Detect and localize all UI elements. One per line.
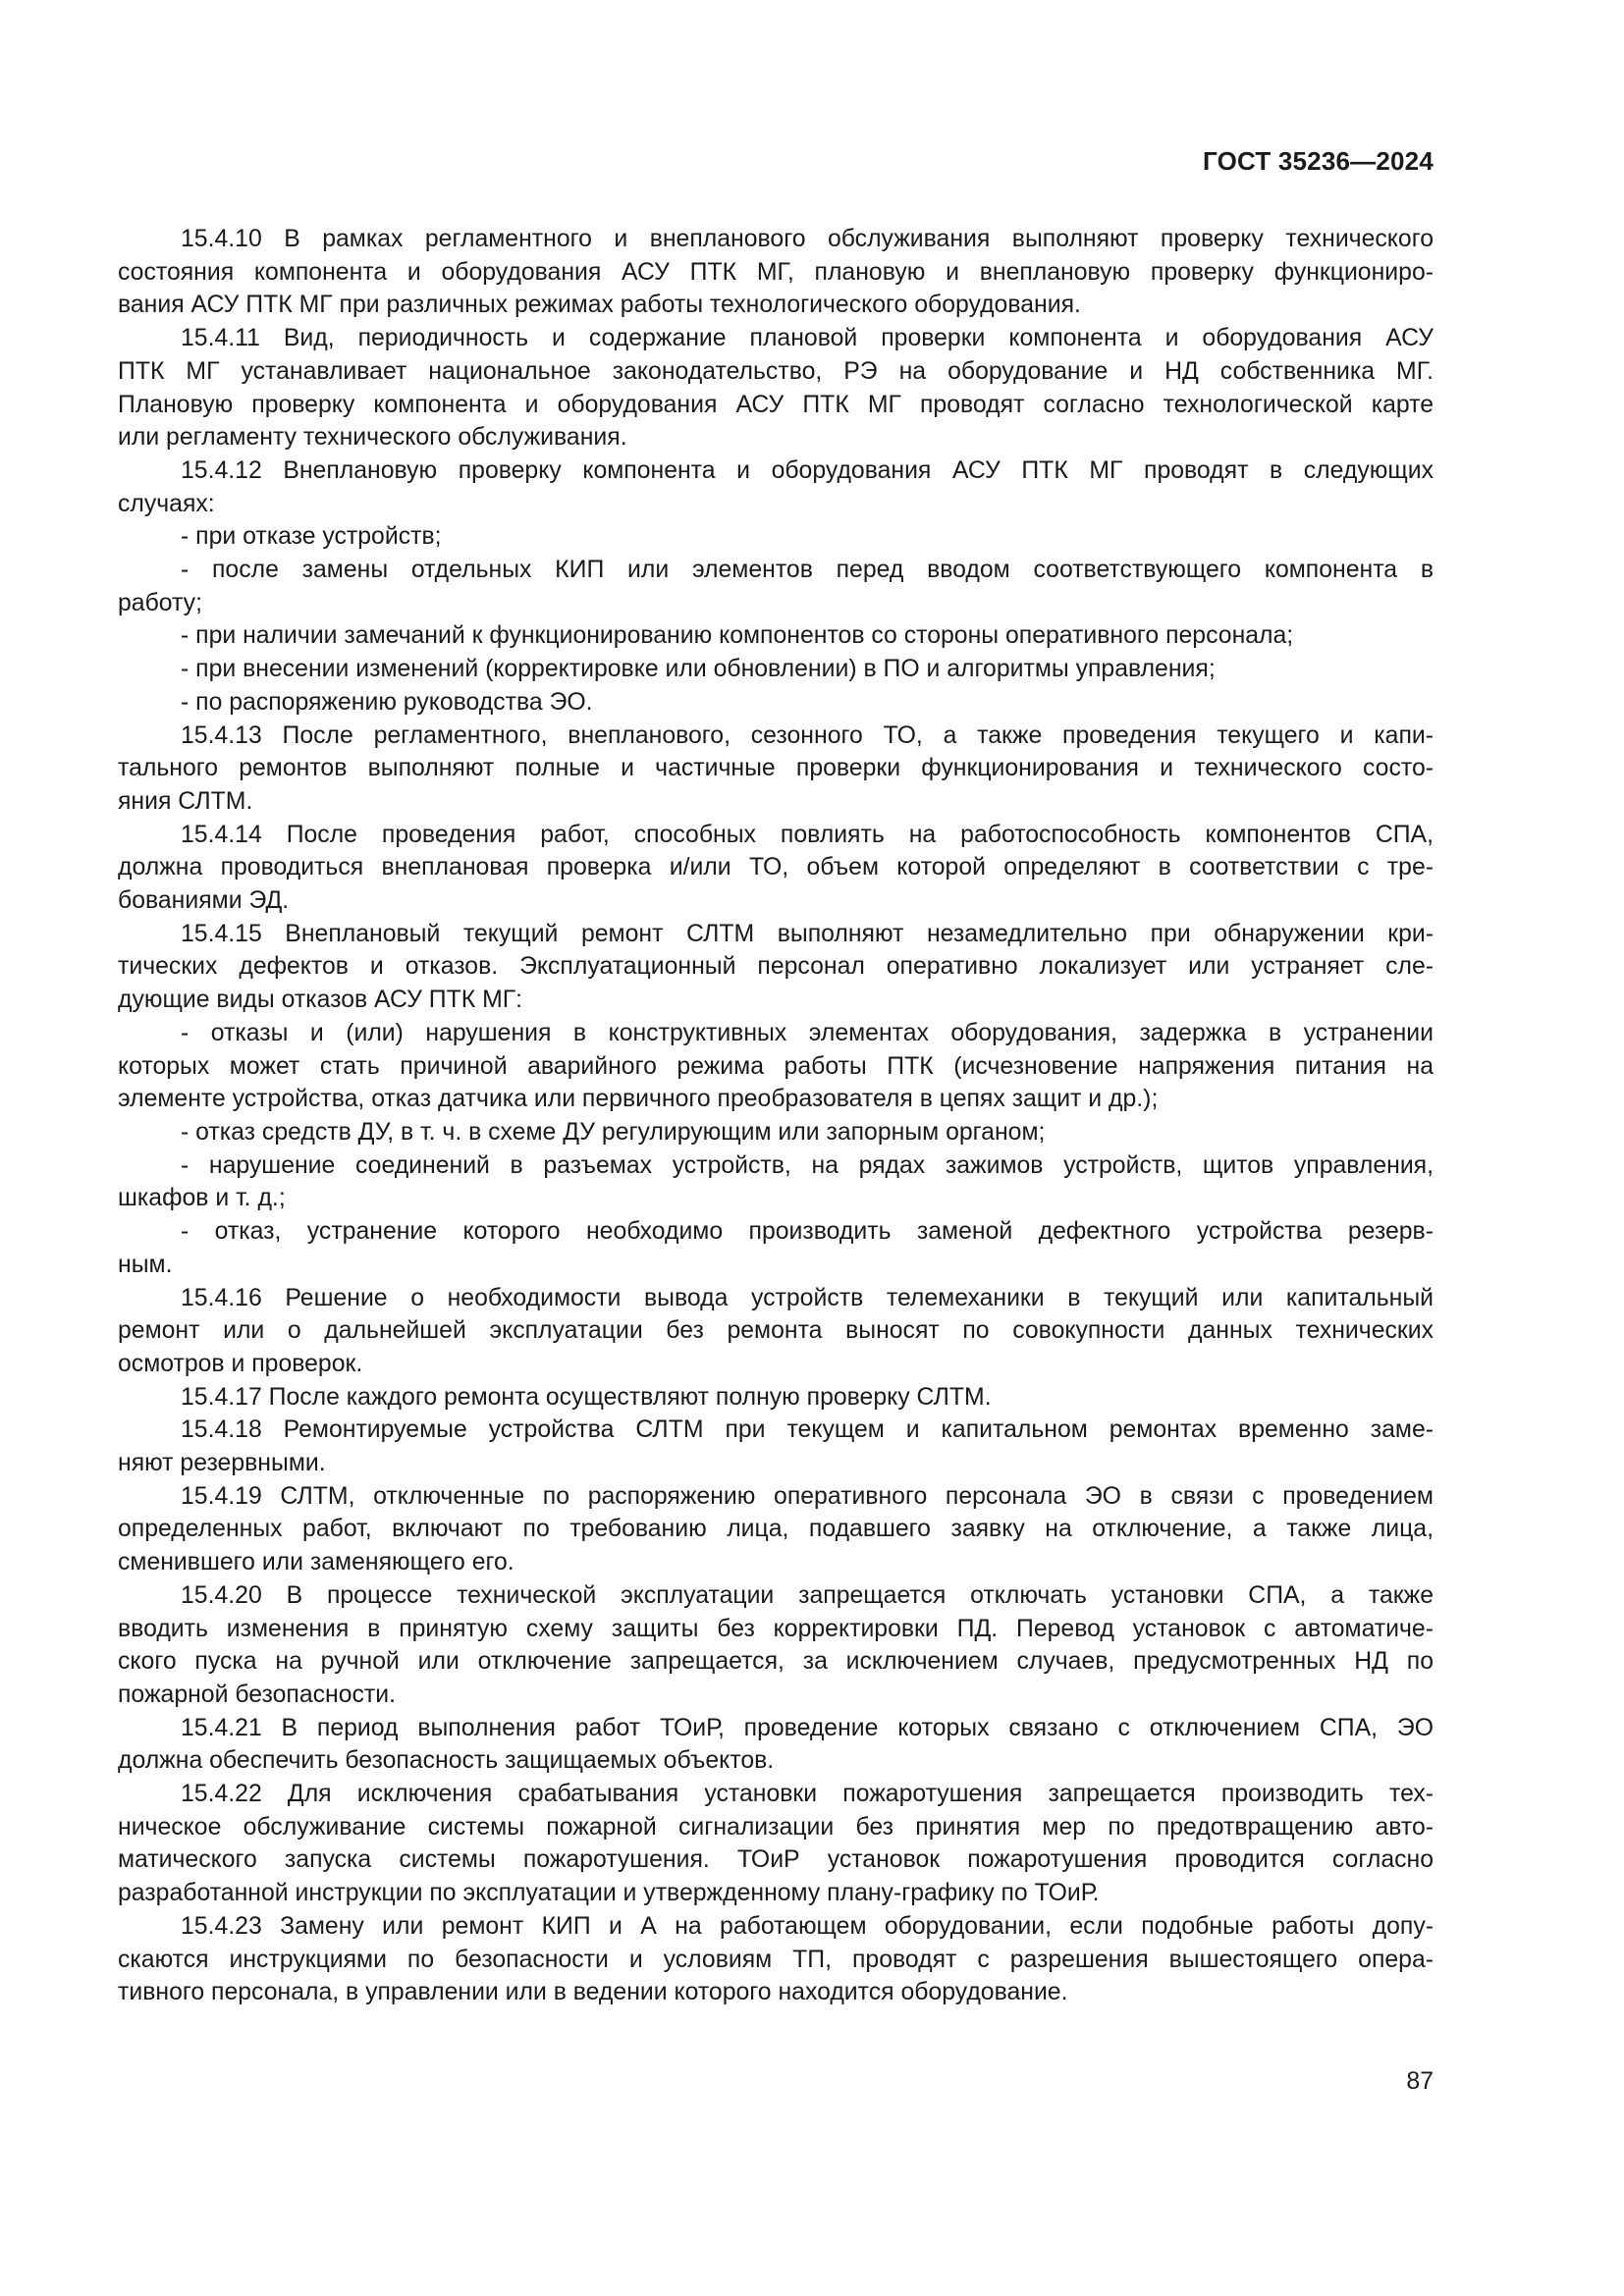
- paragraph-line: 15.4.21 В период выполнения работ ТОиР, проведение которых связано с отключением СПА, ЭО: [181, 1714, 1434, 1741]
- paragraph-line: - после замены отдельных КИП или элементов перед вводом соответствующего компонента в: [181, 557, 1434, 584]
- paragraph-line: няют резервными.: [118, 1450, 326, 1477]
- paragraph-line: сменившего или заменяющего его.: [118, 1549, 514, 1576]
- paragraph: [118, 686, 1434, 720]
- paragraph-line: ПТК МГ устанавливает национальное законодательство, РЭ на оборудование и НД собственника МГ.: [118, 357, 1434, 385]
- paragraph-line: осмотров и проверок.: [118, 1350, 363, 1377]
- paragraph-line: вания АСУ ПТК МГ при различных режимах работы технологического оборудования.: [118, 292, 1081, 319]
- paragraph-line: Плановую проверку компонента и оборудования АСУ ПТК МГ проводят согласно технологической карте: [118, 391, 1434, 418]
- paragraph: [118, 1017, 1434, 1116]
- paragraph-line: 15.4.22 Для исключения срабатывания установки пожаротушения запрещается производить тех-: [181, 1781, 1434, 1808]
- paragraph-line: разработанной инструкции по эксплуатации и утвержденному плану-графику по ТОиР.: [118, 1880, 1100, 1907]
- paragraph-line: - отказ средств ДУ, в т. ч. в схеме ДУ регулирующим или запорным органом;: [181, 1118, 1046, 1146]
- paragraph-line: - по распоряжению руководства ЭО.: [181, 688, 593, 716]
- paragraph-line: - нарушение соединений в разъемах устройств, на рядах зажимов устройств, щитов управления,: [181, 1151, 1434, 1179]
- paragraph-line: - при внесении изменений (корректировке или обновлении) в ПО и алгоритмы управления;: [181, 656, 1216, 683]
- paragraph-line: пожарной безопасности.: [118, 1681, 396, 1708]
- paragraph: [118, 1480, 1434, 1579]
- paragraph-line: 15.4.16 Решение о необходимости вывода устройств телемеханики в текущий или капитальный: [181, 1284, 1434, 1311]
- paragraph: [118, 918, 1434, 1017]
- paragraph-line: - отказы и (или) нарушения в конструктивных элементах оборудования, задержка в устранении: [181, 1019, 1434, 1046]
- paragraph: [118, 554, 1434, 619]
- paragraph-line: ского пуска на ручной или отключение запрещается, за исключением случаев, предусмотренных НД по: [118, 1648, 1434, 1676]
- paragraph-line: 15.4.17 После каждого ремонта осуществляют полную проверку СЛТМ.: [181, 1383, 992, 1411]
- paragraph-line: 15.4.19 СЛТМ, отключенные по распоряжению оперативного персонала ЭО в связи с проведением: [181, 1482, 1434, 1510]
- paragraph-line: - при наличии замечаний к функционированию компонентов со стороны оперативного персонала;: [181, 622, 1294, 650]
- paragraph-line: тических дефектов и отказов. Эксплуатационный персонал оперативно локализует или устраняет сле-: [118, 953, 1434, 981]
- paragraph-line: ремонт или о дальнейшей эксплуатации без ремонта выносят по совокупности данных технических: [118, 1317, 1434, 1345]
- paragraph-line: 15.4.14 После проведения работ, способных повлиять на работоспособность компонентов СПА,: [181, 821, 1434, 848]
- paragraph: [118, 819, 1434, 918]
- paragraph: [118, 1116, 1434, 1149]
- paragraph: [118, 1579, 1434, 1712]
- paragraph-line: 15.4.23 Замену или ремонт КИП и А на работающем оборудовании, если подобные работы допу-: [181, 1912, 1434, 1940]
- paragraph-line: - при отказе устройств;: [181, 523, 442, 551]
- paragraph-line: вводить изменения в принятую схему защиты без корректировки ПД. Перевод установок с автоматиче-: [118, 1615, 1434, 1642]
- paragraph-line: состояния компонента и оборудования АСУ ПТК МГ, плановую и внеплановую проверку функциониро-: [118, 258, 1434, 286]
- document-body: [118, 223, 1434, 2009]
- paragraph-line: скаются инструкциями по безопасности и условиям ТП, проводят с разрешения вышестоящего опера-: [118, 1946, 1434, 1973]
- paragraph-line: тивного персонала, в управлении или в ведении которого находится оборудование.: [118, 1979, 1068, 2006]
- paragraph-line: или регламенту технического обслуживания.: [118, 424, 627, 452]
- paragraph: [118, 619, 1434, 653]
- paragraph-line: 15.4.18 Ремонтируемые устройства СЛТМ при текущем и капитальном ремонтах временно заме-: [181, 1416, 1434, 1444]
- paragraph-line: дующие виды отказов АСУ ПТК МГ:: [118, 987, 523, 1014]
- paragraph: [118, 1414, 1434, 1479]
- paragraph-line: ническое обслуживание системы пожарной сигнализации без принятия мер по предотвращению авто-: [118, 1813, 1434, 1841]
- paragraph-line: определенных работ, включают по требованию лица, подавшего заявку на отключение, а также лица,: [118, 1516, 1434, 1543]
- paragraph: [118, 653, 1434, 686]
- paragraph: [118, 1712, 1434, 1778]
- paragraph-line: случаях:: [118, 490, 215, 517]
- paragraph-line: ным.: [118, 1251, 173, 1278]
- paragraph-line: работу;: [118, 589, 202, 616]
- paragraph-line: 15.4.11 Вид, периодичность и содержание плановой проверки компонента и оборудования АСУ: [181, 325, 1434, 352]
- paragraph-line: тального ремонтов выполняют полные и частичные проверки функционирования и технического состо-: [118, 755, 1434, 782]
- paragraph-line: - отказ, устранение которого необходимо производить заменой дефектного устройства резерв-: [181, 1218, 1434, 1246]
- paragraph: [118, 1778, 1434, 1910]
- paragraph-line: должна проводиться внеплановая проверка и/или ТО, объем которой определяют в соответствии с тре-: [118, 854, 1434, 881]
- paragraph-line: элементе устройства, отказ датчика или первичного преобразователя в цепях защит и др.);: [118, 1086, 1159, 1113]
- paragraph: [118, 1282, 1434, 1381]
- paragraph: [118, 223, 1434, 322]
- paragraph: [118, 1215, 1434, 1281]
- paragraph-line: 15.4.20 В процессе технической эксплуатации запрещается отключать установки СПА, а также: [181, 1581, 1434, 1609]
- paragraph-line: которых может стать причиной аварийного режима работы ПТК (исчезновение напряжения питания на: [118, 1052, 1434, 1080]
- paragraph-line: 15.4.10 В рамках регламентного и внепланового обслуживания выполняют проверку технического: [181, 226, 1434, 252]
- paragraph-line: яния СЛТМ.: [118, 787, 253, 815]
- paragraph-line: бованиями ЭД.: [118, 887, 290, 915]
- paragraph: [118, 322, 1434, 454]
- paragraph: [118, 1381, 1434, 1415]
- paragraph: [118, 454, 1434, 520]
- paragraph-line: 15.4.13 После регламентного, внепланового, сезонного ТО, а также проведения текущего и капи-: [181, 721, 1434, 749]
- paragraph: [118, 520, 1434, 554]
- document-code-header: ГОСТ 35236—2024: [1203, 146, 1434, 176]
- paragraph-line: 15.4.15 Внеплановый текущий ремонт СЛТМ выполняют незамедлительно при обнаружении кри-: [181, 920, 1434, 947]
- page-number: 87: [1406, 2068, 1434, 2095]
- paragraph-line: должна обеспечить безопасность защищаемых объектов.: [118, 1747, 775, 1775]
- paragraph: [118, 720, 1434, 819]
- paragraph-line: матического запуска системы пожаротушения. ТОиР установок пожаротушения проводится согласно: [118, 1846, 1434, 1874]
- paragraph-line: шкафов и т. д.;: [118, 1185, 286, 1212]
- paragraph: [118, 1910, 1434, 2009]
- paragraph-line: 15.4.12 Внеплановую проверку компонента и оборудования АСУ ПТК МГ проводят в следующих: [181, 456, 1434, 484]
- paragraph: [118, 1149, 1434, 1215]
